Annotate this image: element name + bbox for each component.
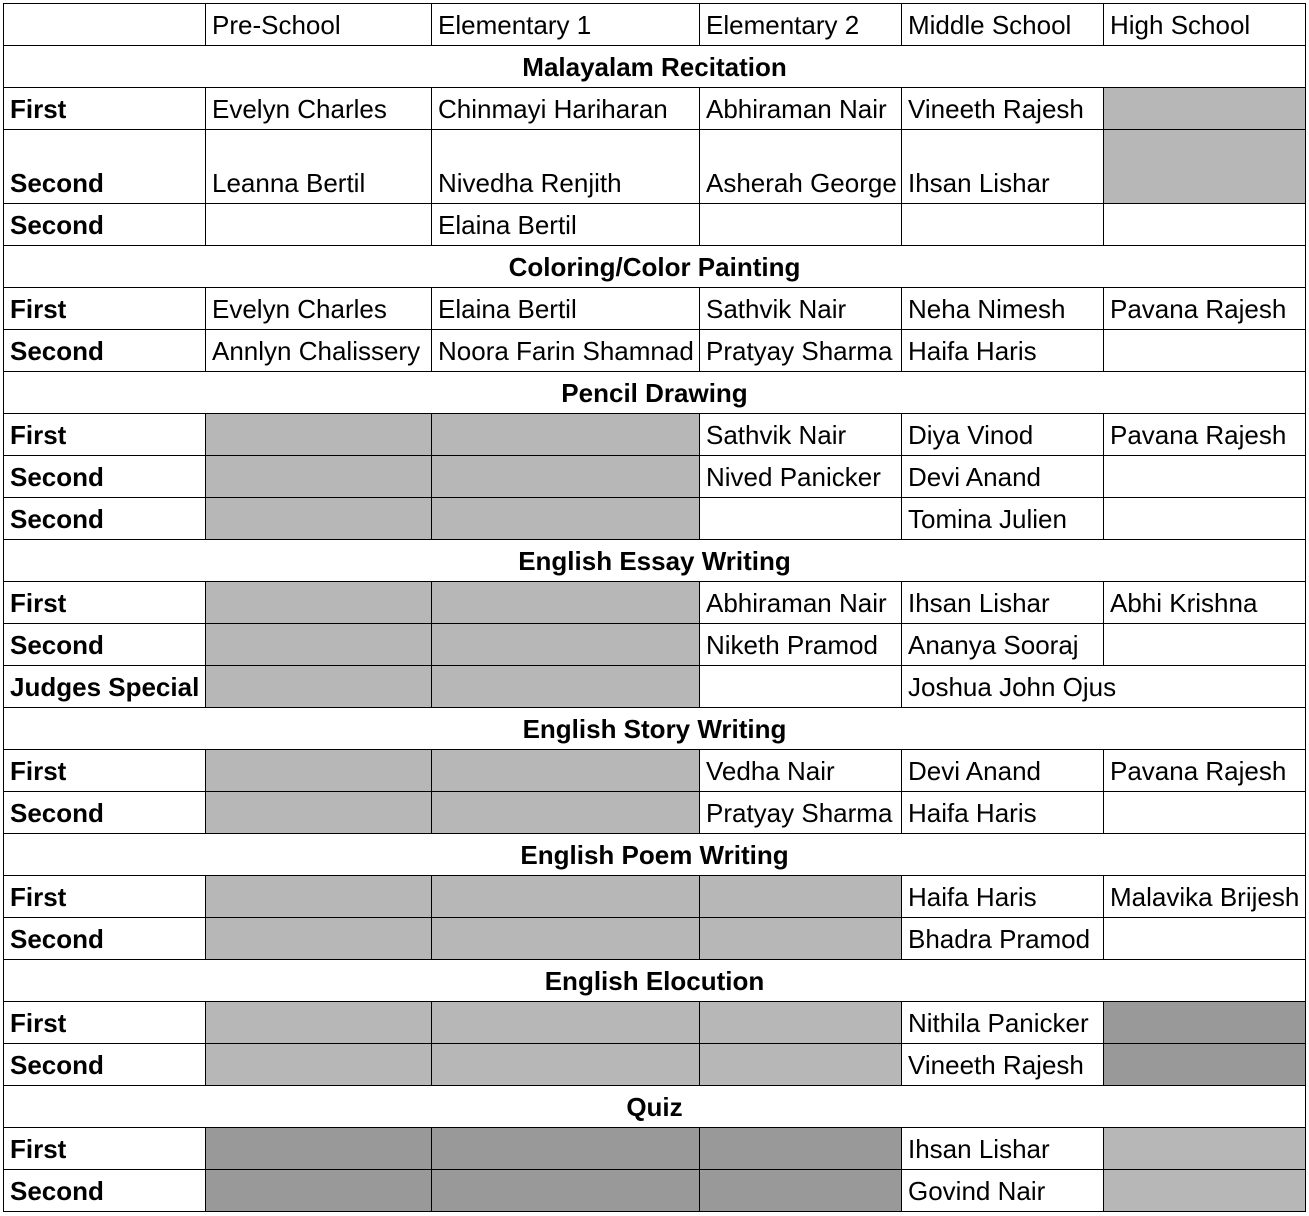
- result-row: [4, 750, 1306, 792]
- shaded-cell: [206, 582, 432, 624]
- winner-cell: [1104, 330, 1306, 372]
- section-title: Coloring/Color Painting: [4, 246, 1306, 288]
- winner-cell: Nithila Panicker: [902, 1002, 1104, 1044]
- winner-cell: Evelyn Charles: [206, 88, 432, 130]
- section-title: English Story Writing: [4, 708, 1306, 750]
- result-row: [4, 666, 1306, 708]
- shaded-cell: [432, 456, 700, 498]
- winner-cell: [1104, 792, 1306, 834]
- section-row: [4, 246, 1306, 288]
- header-cell-elementary-2: Elementary 2: [700, 4, 902, 46]
- header-cell-middle-school: Middle School: [902, 4, 1104, 46]
- winner-cell: Tomina Julien: [902, 498, 1104, 540]
- place-label: First: [4, 1128, 206, 1170]
- winner-cell: Niketh Pramod: [700, 624, 902, 666]
- section-title: Pencil Drawing: [4, 372, 1306, 414]
- result-row: [4, 456, 1306, 498]
- result-row: [4, 1002, 1306, 1044]
- winner-cell: Neha Nimesh: [902, 288, 1104, 330]
- winner-cell: [1104, 624, 1306, 666]
- header-cell-high-school: High School: [1104, 4, 1306, 46]
- winner-cell: Abhiraman Nair: [700, 582, 902, 624]
- winner-cell: Nived Panicker: [700, 456, 902, 498]
- section-row: [4, 708, 1306, 750]
- header-cell-blank: [4, 4, 206, 46]
- section-row: [4, 46, 1306, 88]
- shaded-cell: [206, 792, 432, 834]
- winner-cell: [206, 204, 432, 246]
- shaded-cell: [432, 1128, 700, 1170]
- winner-cell: Ananya Sooraj: [902, 624, 1104, 666]
- place-label: Second: [4, 1044, 206, 1086]
- shaded-cell: [1104, 1170, 1306, 1212]
- section-title: English Essay Writing: [4, 540, 1306, 582]
- shaded-cell: [432, 624, 700, 666]
- shaded-cell: [432, 1170, 700, 1212]
- winner-cell: Pratyay Sharma: [700, 792, 902, 834]
- winner-cell: Vineeth Rajesh: [902, 88, 1104, 130]
- winner-cell: [1104, 498, 1306, 540]
- winner-cell: Haifa Haris: [902, 792, 1104, 834]
- place-label: Second: [4, 204, 206, 246]
- result-row: [4, 876, 1306, 918]
- header-cell-pre-school: Pre-School: [206, 4, 432, 46]
- winner-cell: Abhi Krishna: [1104, 582, 1306, 624]
- shaded-cell: [206, 624, 432, 666]
- winner-cell: Devi Anand: [902, 456, 1104, 498]
- winner-cell: Bhadra Pramod: [902, 918, 1104, 960]
- winner-cell: Nivedha Renjith: [432, 130, 700, 204]
- shaded-cell: [700, 1044, 902, 1086]
- shaded-cell: [206, 1170, 432, 1212]
- shaded-cell: [1104, 130, 1306, 204]
- header-row: [4, 4, 1306, 46]
- section-row: [4, 540, 1306, 582]
- winner-cell: [1104, 456, 1306, 498]
- winner-cell: Joshua John Ojus: [902, 666, 1306, 708]
- winner-cell: Pavana Rajesh: [1104, 414, 1306, 456]
- winner-cell: [700, 204, 902, 246]
- place-label: First: [4, 582, 206, 624]
- shaded-cell: [206, 750, 432, 792]
- winner-cell: Haifa Haris: [902, 876, 1104, 918]
- shaded-cell: [432, 1002, 700, 1044]
- shaded-cell: [206, 1002, 432, 1044]
- place-label: Second: [4, 918, 206, 960]
- shaded-cell: [1104, 1044, 1306, 1086]
- place-label: First: [4, 88, 206, 130]
- winner-cell: Pratyay Sharma: [700, 330, 902, 372]
- winner-cell: Ihsan Lishar: [902, 1128, 1104, 1170]
- result-row: [4, 498, 1306, 540]
- result-row: [4, 1170, 1306, 1212]
- result-row: [4, 414, 1306, 456]
- winner-cell: Ihsan Lishar: [902, 582, 1104, 624]
- winner-cell: Haifa Haris: [902, 330, 1104, 372]
- winner-cell: [902, 204, 1104, 246]
- shaded-cell: [432, 414, 700, 456]
- place-label: First: [4, 288, 206, 330]
- section-row: [4, 834, 1306, 876]
- winner-cell: Chinmayi Hariharan: [432, 88, 700, 130]
- header-cell-elementary-1: Elementary 1: [432, 4, 700, 46]
- place-label: Second: [4, 1170, 206, 1212]
- winner-cell: Devi Anand: [902, 750, 1104, 792]
- shaded-cell: [206, 456, 432, 498]
- shaded-cell: [1104, 1128, 1306, 1170]
- shaded-cell: [700, 1128, 902, 1170]
- place-label: First: [4, 1002, 206, 1044]
- winner-cell: Sathvik Nair: [700, 414, 902, 456]
- section-row: [4, 1086, 1306, 1128]
- winner-cell: Sathvik Nair: [700, 288, 902, 330]
- section-title: English Elocution: [4, 960, 1306, 1002]
- shaded-cell: [206, 876, 432, 918]
- shaded-cell: [700, 1002, 902, 1044]
- winner-cell: Elaina Bertil: [432, 204, 700, 246]
- shaded-cell: [432, 876, 700, 918]
- winner-cell: Abhiraman Nair: [700, 88, 902, 130]
- place-label: Second: [4, 130, 206, 204]
- section-row: [4, 372, 1306, 414]
- place-label: First: [4, 414, 206, 456]
- place-label: Second: [4, 792, 206, 834]
- winner-cell: [1104, 918, 1306, 960]
- results-table: [3, 3, 1306, 1212]
- result-row: [4, 130, 1306, 204]
- winner-cell: Elaina Bertil: [432, 288, 700, 330]
- result-row: [4, 792, 1306, 834]
- shaded-cell: [206, 498, 432, 540]
- place-label: Second: [4, 498, 206, 540]
- shaded-cell: [432, 1044, 700, 1086]
- shaded-cell: [206, 414, 432, 456]
- result-row: [4, 624, 1306, 666]
- winner-cell: [700, 498, 902, 540]
- shaded-cell: [432, 498, 700, 540]
- section-row: [4, 960, 1306, 1002]
- shaded-cell: [206, 666, 432, 708]
- winner-cell: Evelyn Charles: [206, 288, 432, 330]
- shaded-cell: [432, 792, 700, 834]
- shaded-cell: [1104, 88, 1306, 130]
- winner-cell: [700, 666, 902, 708]
- shaded-cell: [432, 750, 700, 792]
- winner-cell: Diya Vinod: [902, 414, 1104, 456]
- winner-cell: Leanna Bertil: [206, 130, 432, 204]
- result-row: [4, 88, 1306, 130]
- result-row: [4, 1128, 1306, 1170]
- shaded-cell: [432, 666, 700, 708]
- result-row: [4, 582, 1306, 624]
- winner-cell: Vedha Nair: [700, 750, 902, 792]
- place-label: Second: [4, 456, 206, 498]
- result-row: [4, 918, 1306, 960]
- winner-cell: Asherah George: [700, 130, 902, 204]
- shaded-cell: [700, 876, 902, 918]
- shaded-cell: [206, 1044, 432, 1086]
- winner-cell: Malavika Brijesh: [1104, 876, 1306, 918]
- winner-cell: Annlyn Chalissery: [206, 330, 432, 372]
- result-row: [4, 330, 1306, 372]
- section-title: Quiz: [4, 1086, 1306, 1128]
- winner-cell: Ihsan Lishar: [902, 130, 1104, 204]
- place-label: First: [4, 750, 206, 792]
- section-title: English Poem Writing: [4, 834, 1306, 876]
- shaded-cell: [432, 918, 700, 960]
- place-label: Second: [4, 330, 206, 372]
- shaded-cell: [206, 918, 432, 960]
- shaded-cell: [1104, 1002, 1306, 1044]
- winner-cell: Govind Nair: [902, 1170, 1104, 1212]
- result-row: [4, 1044, 1306, 1086]
- winner-cell: [1104, 204, 1306, 246]
- winner-cell: Noora Farin Shamnad: [432, 330, 700, 372]
- place-label: Second: [4, 624, 206, 666]
- results-table-body: [4, 4, 1306, 1212]
- result-row: [4, 204, 1306, 246]
- place-label: Judges Special: [4, 666, 206, 708]
- shaded-cell: [206, 1128, 432, 1170]
- shaded-cell: [700, 1170, 902, 1212]
- winner-cell: Vineeth Rajesh: [902, 1044, 1104, 1086]
- winner-cell: Pavana Rajesh: [1104, 750, 1306, 792]
- shaded-cell: [700, 918, 902, 960]
- result-row: [4, 288, 1306, 330]
- shaded-cell: [432, 582, 700, 624]
- place-label: First: [4, 876, 206, 918]
- section-title: Malayalam Recitation: [4, 46, 1306, 88]
- winner-cell: Pavana Rajesh: [1104, 288, 1306, 330]
